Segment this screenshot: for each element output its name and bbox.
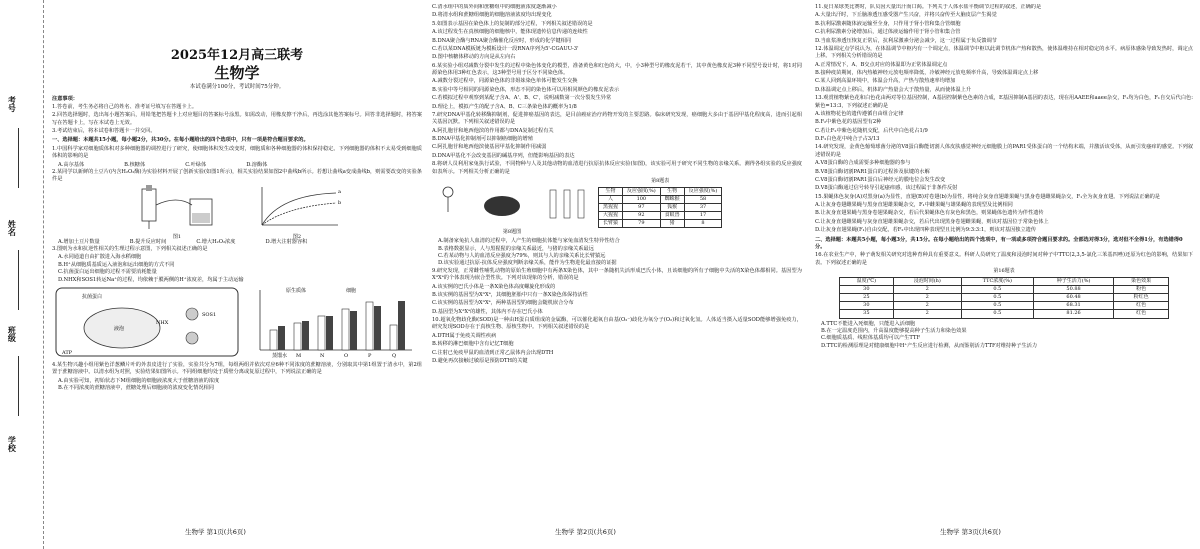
- question-text: D.V8蛋白酶通过信号转导引起瘙痒感，该过程属于非条件反射: [815, 185, 958, 192]
- option-a: A.水同通道自由扩散进入海水稻细胞: [58, 254, 142, 261]
- question-text: A.减数分裂过程中，同源染色体的非姐妹染色单体可能发生交换: [432, 78, 578, 85]
- figure-1-caption: 图1: [172, 234, 182, 241]
- table-cell: 30: [840, 302, 894, 310]
- q8-options: [432, 238, 802, 268]
- table-row: [840, 302, 1169, 310]
- bar-category-label: P: [368, 352, 372, 359]
- question-text: A.该过程发生在真核细胞的细胞核中，能体现遗传信息传递的连续性: [432, 29, 588, 36]
- bar-protoplast: [390, 325, 397, 350]
- table-header: TTC浓度(%): [961, 278, 1033, 286]
- antibacterial-label: 抗菌蛋白: [82, 293, 103, 300]
- reaction-table: [598, 187, 722, 228]
- binding-margin: [0, 0, 44, 549]
- binding-label-xingming: 姓名: [7, 220, 18, 236]
- table-cell: 2: [893, 294, 961, 302]
- q8-figure-table-row: [432, 178, 802, 236]
- bar-protoplast: [270, 330, 277, 350]
- bar-protoplast: [318, 316, 325, 350]
- question-text: C.V8蛋白酶切割PAR1蛋白后神经元的膜电位会发生改变: [815, 176, 946, 183]
- exam-subject: 生物学: [214, 64, 260, 83]
- question-text: 15.果蝇体色灰身(A)对黑身(a)为显性，直翅(B)对卷翅(b)为显性，将纯合灰身直翅雄果蝇与黑身卷翅雌果蝇杂交，F₁全为灰身直翅。下列说法正确的是: [815, 193, 1160, 200]
- table-cell: 0.5: [961, 286, 1033, 294]
- q8-figure-wrapper: [432, 178, 592, 236]
- question-text: 7.研究DNA甲基化转移酶抑制剂，促进抑癌基因的表达，是目前癌症治疗药物开发的主要思路。临床研究发现，癌细胞大多由于基因甲基化程度高，进而引起相关基因沉默。下列相关叙述错误的是: [432, 111, 802, 126]
- q16-options: [815, 321, 1193, 351]
- table-16-title: 第16题表: [993, 268, 1015, 274]
- question-text: D.理论上，模拟产生的配子含A、B、C三条染色体的概率为1/8: [432, 103, 577, 110]
- table-cell: 大猩猩: [599, 212, 623, 220]
- table-cell: 81.26: [1033, 310, 1113, 318]
- table-cell: 68.31: [1033, 302, 1113, 310]
- legend-cell: 细胞: [346, 287, 357, 294]
- bar-protoplast: [342, 309, 349, 350]
- question-text: B.DNA聚合酶与RNA聚合酶催化反应时，形成的化学键相同: [432, 37, 572, 44]
- question-text: D.图中核糖体移动的方向是从左向右: [432, 54, 516, 61]
- q8-table-wrapper: [598, 178, 722, 236]
- table-header: 反应强度(%): [684, 187, 722, 195]
- question-2-figures: [52, 185, 422, 239]
- table-header: 种子生活力(%): [1033, 278, 1113, 286]
- table-cell: 猪: [660, 220, 684, 228]
- option-a: A.由实验可知，初始状态下M组细胞的细胞液浓度大于蔗糖溶液的浓度: [58, 377, 220, 384]
- option-c: C.叶绿体: [185, 161, 207, 168]
- question-text: C.清水组中的质外间和蔗糖组中的细胞液浓度逐渐减小: [432, 4, 557, 10]
- question-text: D.让灰身直翅果蝇(F₁)自由交配，若F₂中出现四种表现型且比例为9:3:3:1，则该对基因独立遗传: [815, 227, 1037, 234]
- table-cell: 30: [840, 286, 894, 294]
- table-cell: 100: [623, 196, 661, 204]
- table-cell: 35: [840, 310, 894, 318]
- question-text: 8.将研人员利用家兔执行试验，不同物种与人及其他动物的血清进行抗原抗体反应实验(如图)，该实验可用于研究不同生物的亲缘关系。测得各组实验的反应强度如表所示。下列相关分析正确的是: [432, 161, 802, 175]
- table-cell: 长臂猿: [599, 220, 623, 228]
- table-cell: 60.48: [1033, 294, 1113, 302]
- table-cell: 2: [893, 310, 961, 318]
- table-cell: 粉色: [1114, 286, 1169, 294]
- page-2-footer: 生物学 第2页(共6页): [555, 528, 616, 536]
- question-text: A.该实例的巴氏小体是一条X染色体高度螺旋化形成的: [432, 283, 556, 290]
- figure-8-caption: 第8题图: [502, 229, 522, 236]
- question-3: 3.图则为水和抗逆性相关的生理过程示意图，下列相关叙述正确的是: [52, 246, 208, 253]
- option-text: B.表格数据显示，人与黑猩猩的亲缘关系最近，与猪的亲缘关系最远: [438, 245, 594, 252]
- question-text: C.若让F₂中紫色花随机交配，后代中白色花占1/9: [815, 127, 928, 134]
- table-8-title: 第8题表: [651, 177, 670, 184]
- page-2-text-block-2: [432, 268, 802, 366]
- table-cell: 食蚁兽: [660, 212, 684, 220]
- question-text: 9.研究发现，正常雌性哺乳动物的原始生殖细胞中有两条X染色体，其中一条随机失活形成巴氏小体，且该细胞的所有子细胞中失活的X染色体都相同。基因型为XᴬXᵃ的个体表现为嵌合型性状。下列对该现象的分析，错误的是: [432, 267, 802, 282]
- table-header: 生物: [599, 187, 623, 195]
- table-header: 生物: [660, 187, 684, 195]
- option-text: A.TTC不能进入死细胞，只能进入活细胞: [821, 320, 916, 327]
- table-header-row: [840, 278, 1169, 286]
- binding-label-kaohao: 考号: [7, 96, 18, 112]
- gas-curve-figure: [252, 185, 342, 231]
- question-1: 1.中国科学家对细胞质体积对多种细胞器的调控进行了研究，使细胞体积发生改变时，细胞质和各种细胞器的体积保持稳定。下列细胞器的体积不太易受到细胞质体积的影响的是: [52, 145, 422, 160]
- option-text: D.该实验通过抗原-抗体反应强度判断亲缘关系，能作为生物进化最直接的证据: [438, 260, 617, 267]
- table-row: [840, 286, 1169, 294]
- question-text: B.V8蛋白酶切割PAR1蛋白的过程涉及肽键的水解: [815, 168, 930, 175]
- bar-category-label: Q: [392, 352, 397, 359]
- figure-1-wrapper: [132, 185, 222, 239]
- option-c: C.抗菌蛋白运出细胞的过程不需要消耗能量: [58, 269, 157, 276]
- table-cell: 8: [684, 220, 722, 228]
- question-2: 2.某同学以新鲜的土豆片(内含H₂O₂酶)为实验材料开展了创新实验(如图1所示)，相关实验结果如图2中曲线b所示。若想让曲线a变成曲线b，则需要改变的实验条件是: [52, 168, 422, 183]
- note-item: 3.考试结束后，将本试卷和答题卡一并交回。: [52, 128, 156, 135]
- table-header: 浸泡时间(h): [893, 278, 961, 286]
- bar-cell: [278, 326, 285, 350]
- question-text: A.大量出汗时，下丘脑渗透压感受器产生兴奋，并将兴奋传至大脑皮层产生渴觉: [815, 12, 997, 19]
- table-cell: 17: [684, 212, 722, 220]
- bar-chart-figure: [246, 284, 416, 360]
- section-2-heading: 二、选择题：本题共5小题，每小题3分，共15分。在每小题给出的四个选项中，有一项或多项符合题目要求的。全部选对得3分，选对但不全得1分，有选错得0分。: [815, 236, 1183, 250]
- bar-cell: [374, 306, 381, 350]
- question-text: 11.夏日某球类比赛时，队员因大量出汗而口渴。下列关于人体水盐平衡调节过程的叙述，正确的是: [815, 4, 1042, 10]
- question-text: B.该实例的基因型为XᴬXᵃ，其细胞胚胎中只有一条X染色体保持活性: [432, 291, 588, 298]
- table-header: 温度(℃): [840, 278, 894, 286]
- exam-title: 2025年12月高三联考: [170, 48, 304, 63]
- binding-line: [18, 128, 19, 188]
- question-text: B.转移的淋巴细胞中含有记忆T细胞: [432, 341, 514, 348]
- figure-2-wrapper: [252, 185, 342, 239]
- legend-protoplast: 原生质体: [286, 287, 307, 294]
- question-text: B.F₂中紫色花的基因型有2种: [815, 119, 882, 126]
- question-text: 6.某实验小组对减数分裂中发生的过程中染色体变化的模型，准备黄色和红色的大，中，小3种型号的橡皮泥若干，其中黄色橡皮泥3种不同型号设计时，将1对同源染色体用3种红色表示，这3种型号用于区分不同染色体。: [432, 62, 802, 76]
- table-cell: 蜘蛛猴: [660, 196, 684, 204]
- question-text: C.某人回到高温环境中，体温会升高，产热与散热速率均增加: [815, 78, 956, 85]
- section-1-heading: 一、选择题：本题共15小题，每小题2分，共30分。在每小题给出的四个选项中，只有一项是符合题目要求的。: [52, 137, 309, 144]
- question-text: D.将清水组和蔗糖组细胞的细胞溶液浓度均出现变化: [432, 12, 552, 19]
- page-2-text-block: [432, 4, 802, 176]
- question-text: C.若以某DNA模板链为模板设计一段RNA序列为5'-CGAUU-3': [432, 45, 579, 52]
- question-text: B.DNA甲基化抑制剂可以抑制癌细胞的增殖: [432, 136, 533, 142]
- page-3-text-block: [815, 4, 1193, 235]
- cell-transport-diagram: [52, 284, 242, 360]
- bar-protoplast: [294, 323, 301, 350]
- question-text: A.让灰身卷翅雌果蝇与黑身直翅雄果蝇杂交，F₁中雌果蝇与雄果蝇的表现型及比例相同: [815, 202, 1013, 208]
- option-d: D.NHX和SOS1转运Na⁺的过程，均依赖于膜两侧的H⁺浓度差，均属于主动运输: [58, 276, 244, 283]
- bar-cell: [350, 311, 357, 350]
- question-text: 10.超氧化物歧化酶(SOD)是一种由H蛋白质组成的金属酶，可以催化超氧自由基(O₂⁻)歧化为氧分子(O₂)和过氧化氢。人体适当摄入适量SOD能够增强免疫力，研究发现SOD存在于真核生物、原核生物中。下列相关叙述错误的是: [432, 317, 802, 331]
- question-16: 16.在农业生产中，种子萌发相关研究对选种育种具有重要意义。科研人员研究了温度和浸泡时间对种子中TTC(2,3,5-氯化三苯基四唑)还原为红色的影响，结果如下表。下列叙述正确的是: [815, 252, 1193, 266]
- question-2-options: [52, 239, 422, 246]
- notes-heading: 注意事项：: [52, 95, 78, 102]
- option-text: A.制备家兔抗人血清的过程中，人产生的细胞抗体能与家兔血清发生特异性结合: [438, 238, 620, 245]
- syringe-apparatus-figure: [132, 185, 222, 231]
- table-cell: 58: [684, 196, 722, 204]
- option-text: C.细胞质基质、线粒体基质均可以产生TTF: [821, 335, 921, 342]
- table-row: [840, 294, 1169, 302]
- option-c: C.增大H₂O₂浓度: [196, 238, 236, 245]
- ttc-table: [839, 277, 1169, 318]
- table-cell: 79: [623, 220, 661, 228]
- bar-cell: [302, 321, 309, 350]
- question-text: 14.研究发现，金黄色葡萄球菌分泌的V8蛋白酶能切割人体皮肤感觉神经元细胞膜上的PAR1受体蛋白的一个结构末端，并激活该受体，从而引发瘙痒的感觉。下列叙述错误的是: [815, 144, 1193, 158]
- question-text: A.V8蛋白酶的合成需要多种细胞器的参与: [815, 160, 911, 167]
- question-text: C.该实例的基因型为XᴬXᵃ，两种基因型的细胞会随机嵌合分布: [432, 300, 574, 307]
- table-cell: 0.5: [961, 310, 1033, 318]
- exam-page-2: [432, 4, 802, 524]
- question-text: C.阿扎胞苷和地西他滨使基因甲基化抑制作用减弱: [432, 144, 547, 151]
- question-text: A.正常情况下，A、B交点对应的体温即为正常体温调定点: [815, 61, 948, 68]
- note-item: 1.答卷前，考生务必将自己的姓名、准考证号填写在答题卡上。: [52, 103, 198, 110]
- page-3-footer: 生物学 第3页(共6页): [940, 528, 1001, 536]
- question-text: D.避免再次接触过敏原是预防DTH的关键: [432, 357, 528, 364]
- bar-cell: [398, 301, 405, 350]
- table-row: [599, 196, 722, 204]
- figure-2-caption: 图2: [292, 234, 302, 241]
- vacuole-label: 液泡: [114, 325, 125, 332]
- option-b: B.提升反应时间: [129, 238, 167, 245]
- question-text: A.阿扎胞苷和地西他滨的作用都与DNA复制过程有关: [432, 127, 554, 134]
- table-row: [599, 220, 722, 228]
- option-b: B.核糖体: [124, 161, 146, 168]
- table-cell: 25: [840, 294, 894, 302]
- question-text: C.注射已免疫甲鼠的血清到正常乙鼠体内会出现DTH: [432, 349, 554, 356]
- table-row: [599, 212, 722, 220]
- option-d: D.溶酶体: [246, 161, 268, 168]
- option-text: C.若某动物与人的血清反应强度为79%，则其与人的亲缘关系比长臂猿远: [438, 253, 606, 260]
- question-text: B.让灰身直翅果蝇与黑身卷翅果蝇杂交，若后代果蝇体色有灰色和黑色，则果蝇体色遗传为伴性遗传: [815, 210, 1044, 217]
- table-cell: 0.5: [961, 302, 1033, 310]
- table-cell: 红色: [1114, 310, 1169, 318]
- option-a: A.增加土豆片数量: [58, 238, 100, 245]
- option-text: D.TTC的检测原理是对健康细胞中H⁺产生反应进行检测，从而鉴别活力TTF对维持种子生活力: [821, 342, 1038, 349]
- question-text: B.抗利尿激素随体液运输至全身，只作用于肾小管和集合管细胞: [815, 20, 961, 27]
- question-3-4-figures: [52, 284, 422, 362]
- table-row: [840, 310, 1169, 318]
- bar-protoplast: [366, 302, 373, 350]
- question-text: B.实验中等号相同的同源染色体，形态不同的染色体可以用相同颜色的橡皮泥表示: [432, 86, 620, 93]
- table-cell: 狐猴: [660, 204, 684, 212]
- bar-category-label: 蒸馏水: [272, 352, 288, 359]
- curve-b-label: b: [338, 199, 342, 206]
- option-text: B.在一定温度范围内，升高温度能够提高种子生活力和染色效果: [821, 327, 967, 334]
- table-cell: 92: [623, 212, 661, 220]
- bar-category-label: O: [344, 352, 349, 359]
- table-cell: 红色: [1114, 302, 1169, 310]
- option-d: D.增大注射器容积: [265, 238, 308, 245]
- option-a: A.高尔基体: [58, 161, 85, 168]
- exam-meta: 本试卷满分100分，考试时间75分钟。: [189, 83, 285, 90]
- question-text: D.当血浆渗透压恢复正常后，抗利尿激素分泌会减少，这一过程属于负反馈调节: [815, 37, 997, 44]
- question-text: D.体温调定点上移后，机体的产热量会大于散热量，从而使体温上升: [815, 86, 972, 93]
- question-text: D.基因型为XᴬXᵃ的雄性，其体内不存在巴氏小体: [432, 308, 543, 315]
- question-text: C.让灰身直翅雌果蝇与灰身直翅雄果蝇杂交，若后代出现黑身卷翅雌果蝇，则该对基因位于常染色体上: [815, 218, 1049, 225]
- exam-page-3: [815, 4, 1193, 524]
- bar-cell: [326, 316, 333, 350]
- question-text: 12.体温调定点学说认为，在体温调节中枢内有一个调定点，体温调节中枢以此调节机体产热和散热，使体温维持在相对稳定的水平。病原体感染导致发热时，调定点上移。下列相关分析错误的是: [815, 45, 1193, 60]
- note-item: 2.回答选择题时，选出每小题答案后，用铅笔把答题卡上对应题目的答案标号涂黑。如需改动，用橡皮擦干净后，再选涂其他答案标号。回答非选择题时，将答案写在答题卡上，写在本试卷上无效。: [52, 112, 422, 126]
- binding-line: [18, 356, 19, 416]
- table-cell: 0.5: [961, 294, 1033, 302]
- table-cell: 37: [684, 204, 722, 212]
- table-cell: 97: [623, 204, 661, 212]
- question-text: A.该植物花色的遗传遵循自由组合定律: [815, 110, 904, 117]
- question-text: A.DTH属于免疫关调性疾病: [432, 332, 497, 339]
- binding-label-xuexiao: 学校: [7, 436, 18, 452]
- question-4: 4.某生物兴趣小组用紫色洋葱鳞片叶的外表皮进行了实验，实验共分为7组，每组两组并依次对应6种不同浓度的蔗糖溶液，分别取其中第1组置于清水中，第2组置于蔗糖溶液中。以清水组为对照，实验结果如图所示。不同组细胞均处于质壁分离或复原过程中，下列说法正确的是: [52, 361, 422, 376]
- question-text: B.接种疫苗期间，体内热敏神经元放电频率降低，冷敏神经元放电频率升高，导致体温调定点上移: [815, 70, 1039, 76]
- question-text: 13.观赏植物紫色花和白色花由两对等位基因控制，A基因控制紫色色素的合成，E基因抑制A基因的表达，现在用AAEE和aaee杂交，F₁均为白色，F₁自交后代白色:紫色=13:3，下列叙述正确的是: [815, 95, 1193, 109]
- question-text: C.抗利尿激素分泌增加后，通过体液运输作用于肾小管和集合管: [815, 29, 961, 36]
- exam-page-1: [52, 4, 422, 524]
- table-cell: 50.88: [1033, 286, 1113, 294]
- sos1-label: SOS1: [202, 311, 217, 318]
- question-1-options: [52, 162, 422, 169]
- question-text: 5.如图表示基因在染色体上的复制的部分过程，下列相关叙述错误的是: [432, 20, 593, 27]
- atp-label: ATP: [62, 349, 73, 356]
- page-1-footer: 生物学 第1页(共6页): [185, 528, 246, 536]
- table-row: [599, 204, 722, 212]
- binding-line: [18, 250, 19, 310]
- option-b: B.H⁺从细胞质基质运入液泡和运出细胞的方式不同: [58, 261, 175, 268]
- table-header-row: [599, 187, 722, 195]
- table-cell: 2: [893, 302, 961, 310]
- table-cell: 黑猩猩: [599, 204, 623, 212]
- question-text: D.F₂白色花中纯合子占3/13: [815, 136, 880, 142]
- question-text: D.DNA甲基化不会改变基因的碱基序列，但能影响基因的表达: [432, 152, 575, 159]
- binding-label-banji: 班级: [7, 326, 18, 342]
- rabbit-experiment-figure: [432, 178, 592, 226]
- table-cell: 粉红色: [1114, 294, 1169, 302]
- bar-category-label: N: [320, 352, 325, 359]
- table-header: 反应强度(%): [623, 187, 661, 195]
- table-cell: 人: [599, 196, 623, 204]
- table-header: 染色效果: [1114, 278, 1169, 286]
- option-b: B.在不同浓度的蔗糖溶液中，蔗糖处理后细胞液的浓度变化情况相同: [58, 385, 214, 392]
- table-cell: 2: [893, 286, 961, 294]
- nhx-label: NHX: [156, 319, 169, 326]
- bar-category-label: M: [296, 352, 302, 359]
- curve-a-label: a: [338, 188, 341, 195]
- question-text: C.若模拟过程中观察到某配子含A、A'、B、C'，说明减数第一次分裂发生异常: [432, 95, 612, 102]
